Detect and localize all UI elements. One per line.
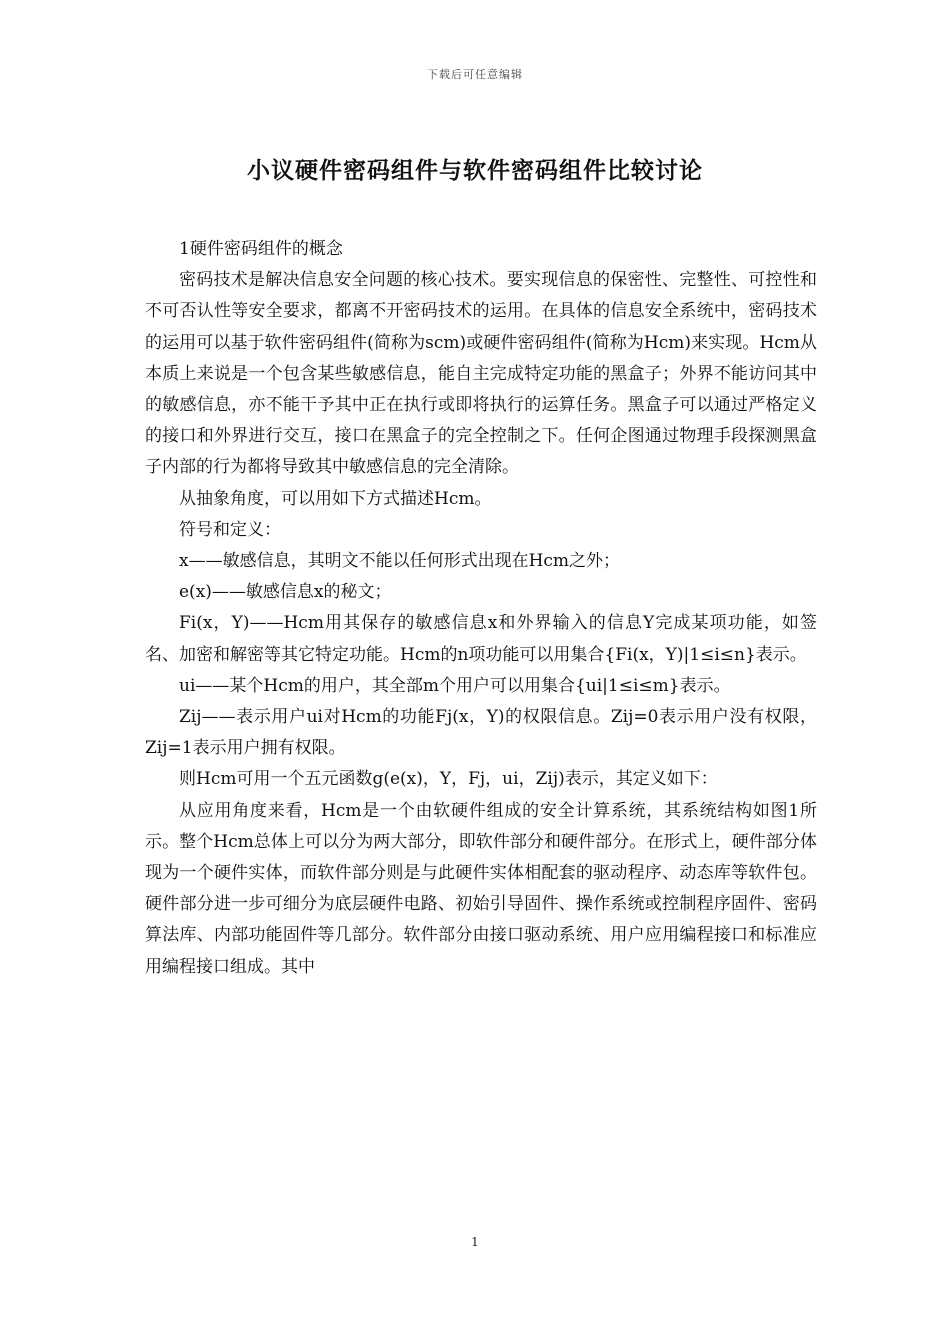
paragraph: Zij——表示用户ui对Hcm的功能Fj(x，Y)的权限信息。Zij=0表示用户没有权限，Zij=1表示用户拥有权限。 [145,707,817,759]
paragraph: 从抽象角度，可以用如下方式描述Hcm。 [179,488,492,509]
header-note: 下载后可任意编辑 [427,68,523,81]
document-body [145,234,817,983]
paragraph: Fi(x，Y)——Hcm用其保存的敏感信息x和外界输入的信息Y完成某项功能，如签名、加密和解密等其它特定功能。Hcm的n项功能可以用集合{Fi(x，Y)|1≤i≤n}表示。 [145,613,817,665]
page-number: 1 [471,1235,479,1249]
paragraph: 则Hcm可用一个五元函数g(e(x)，Y，Fj，ui，Zij)表示，其定义如下： [179,769,718,790]
paragraph: e(x)——敏感信息x的秘文； [179,582,392,603]
paragraph: x——敏感信息，其明文不能以任何形式出现在Hcm之外； [179,551,621,572]
paragraph: ui——某个Hcm的用户，其全部m个用户可以用集合{ui|1≤i≤m}表示。 [179,675,731,696]
section-heading: 1硬件密码组件的概念 [179,239,343,259]
paragraph: 符号和定义： [179,519,281,540]
paragraph: 从应用角度来看，Hcm是一个由软硬件组成的安全计算系统，其系统结构如图1所示。整个Hcm总体上可以分为两大部分，即软件部分和硬件部分。在形式上，硬件部分体现为一个硬件实体，而软件部分则是与此硬件实体相配套的驱动程序、动态库等软件包。硬件部分进一步可细分为底层硬件电路、初始引导固件、操作系统或控制程序固件、密码算法库、内部功能固件等几部分。软件部分由接口驱动系统、用户应用编程接口和标准应用编程接口组成。其中 [145,800,817,977]
paragraph: 密码技术是解决信息安全问题的核心技术。要实现信息的保密性、完整性、可控性和不可否认性等安全要求，都离不开密码技术的运用。在具体的信息安全系统中，密码技术的运用可以基于软件密码组件(简称为scm)或硬件密码组件(简称为Hcm)来实现。Hcm从本质上来说是一个包含某些敏感信息，能自主完成特定功能的黑盒子；外界不能访问其中的敏感信息，亦不能干予其中正在执行或即将执行的运算任务。黑盒子可以通过严格定义的接口和外界进行交互，接口在黑盒子的完全控制之下。任何企图通过物理手段探测黑盒子内部的行为都将导致其中敏感信息的完全清除。 [145,270,817,478]
document-title: 小议硬件密码组件与软件密码组件比较讨论 [247,157,703,184]
